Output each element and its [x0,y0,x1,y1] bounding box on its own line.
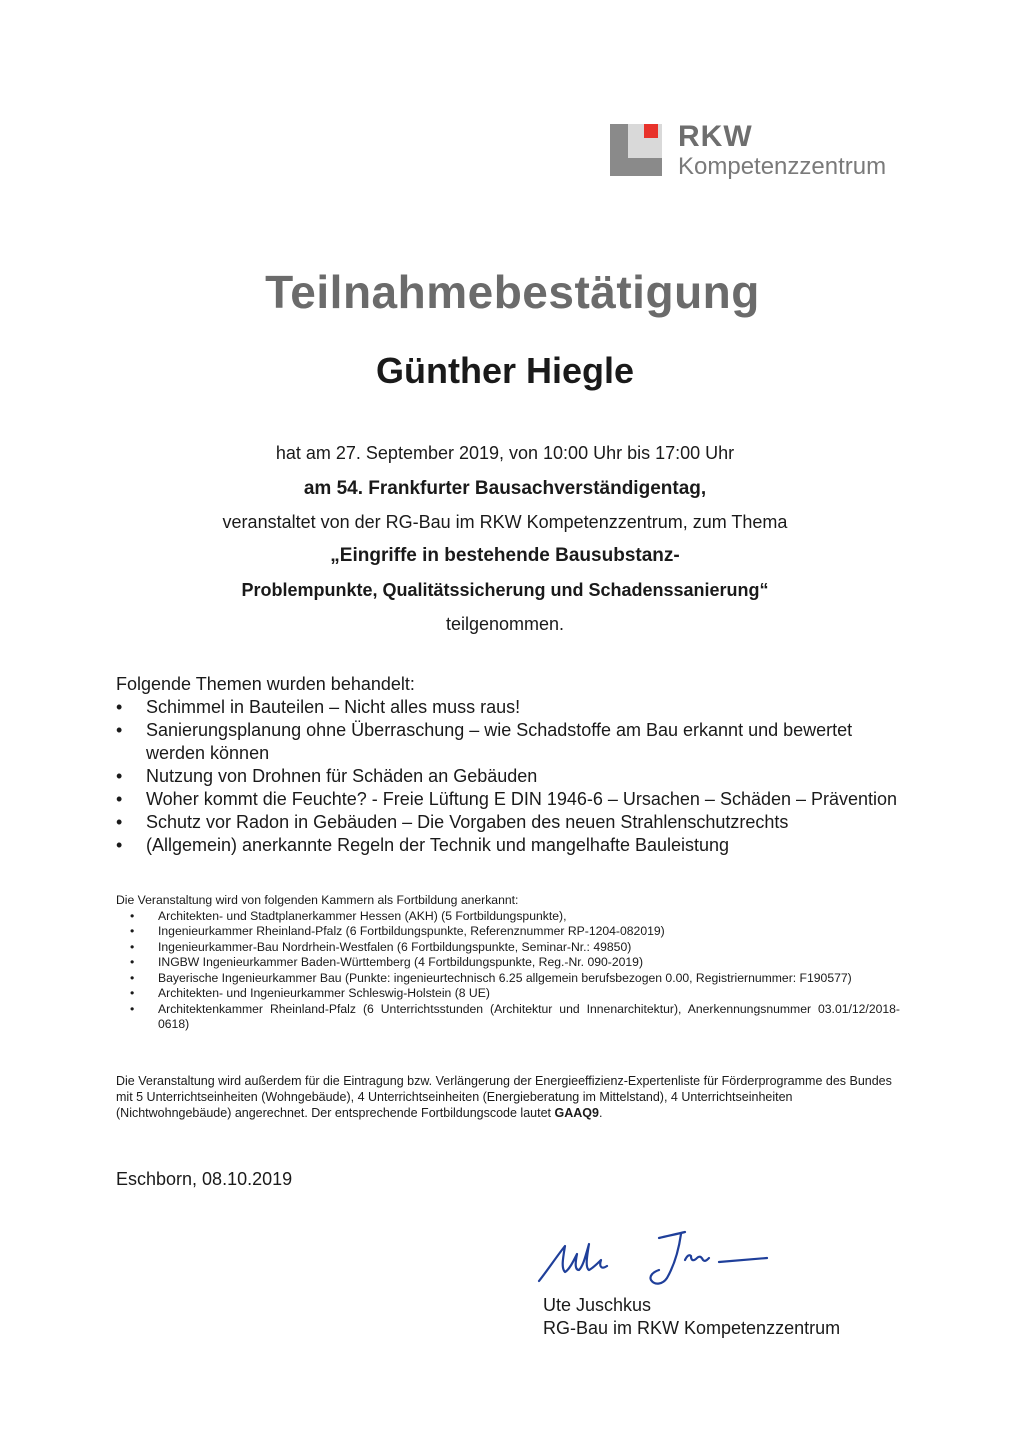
page-title: Teilnahmebestätigung [265,266,760,318]
event-date-line: hat am 27. September 2019, von 10:00 Uhr bis 17:00 Uhr [275,443,735,463]
list-item: • Ingenieurkammer-Bau Nordrhein-Westfalen (6 Fortbildungspunkte, Seminar-Nr.: 49850) [116,940,900,956]
signer-name: Ute Juschkus [543,1295,652,1315]
logo-subtitle: Kompetenzzentrum [678,153,887,180]
list-item: • Architekten- und Ingenieurkammer Schleswig-Holstein (8 UE) [116,986,900,1002]
chambers-intro: Die Veranstaltung wird von folgenden Kammern als Fortbildung anerkannt: [116,893,519,907]
list-item: • Architektenkammer Rheinland-Pfalz (6 Unterrichtsstunden (Architektur und Innenarchitektur), Anerkennungsnummer 03.01/12/2018-0618) [116,1002,900,1033]
place-date: Eschborn, 08.10.2019 [116,1169,293,1189]
list-item: • Nutzung von Drohnen für Schäden an Gebäuden [116,765,906,788]
event-topic-line-1: „Eingriffe in bestehende Bausubstanz- [330,545,680,566]
event-participated-line: teilgenommen. [445,614,565,634]
energy-end: . [598,1106,603,1120]
list-item: • Architekten- und Stadtplanerkammer Hessen (AKH) (5 Fortbildungspunkte), [116,909,900,925]
event-name-line: am 54. Frankfurter Bausachverständigentag, [303,478,707,499]
list-item: • Bayerische Ingenieurkammer Bau (Punkte: ingenieurtechnisch 6.25 allgemein berufsbezogen 0.00, Registriernummer: F190577) [116,971,900,987]
list-item: • Sanierungsplanung ohne Überraschung – wie Schadstoffe am Bau erkannt und bewertet werden können [116,719,906,765]
topics-heading: Folgende Themen wurden behandelt: [116,674,415,694]
energy-text: Die Veranstaltung wird außerdem für die Eintragung bzw. Verlängerung der Energieeffizienz-Expertenliste für Förderprogramme des Bundes mit 5 Unterrichtseinheiten (Wohngebäude), 4 Unterrichtseinheiten (Energieberatung im Mittelstand), 4 Unterrichtseinheiten (Nichtwohngebäude) angerechnet. Der entsprechende Fortbildungscode lautet [116,1074,892,1120]
chambers-section [116,893,900,1033]
signer-organization: RG-Bau im RKW Kompetenzzentrum [543,1318,841,1338]
training-code: GAAQ9 [554,1106,599,1120]
rkw-logo-mark-icon [610,124,662,176]
list-item: • Schutz vor Radon in Gebäuden – Die Vorgaben des neuen Strahlenschutzrechts [116,811,906,834]
list-item: • INGBW Ingenieurkammer Baden-Württemberg (4 Fortbildungspunkte, Reg.-Nr. 090-2019) [116,955,900,971]
participant-name: Günther Hiegle [375,350,635,391]
event-topic-line-2: Problempunkte, Qualitätssicherung und Schadenssanierung“ [241,580,769,600]
event-organizer-line: veranstaltet von der RG-Bau im RKW Kompetenzzentrum, zum Thema [222,512,788,532]
topics-section [116,673,906,857]
rkw-logo [610,120,910,184]
energy-expert-paragraph [116,1073,900,1121]
signer-block [543,1294,840,1340]
topic-list [116,696,906,857]
list-item: • (Allgemein) anerkannte Regeln der Technik und mangelhafte Bauleistung [116,834,906,857]
list-item: • Woher kommt die Feuchte? - Freie Lüftung E DIN 1946-6 – Ursachen – Schäden – Prävention [116,788,906,811]
handwritten-signature [535,1226,780,1296]
chamber-list [116,909,900,1033]
logo-brand: RKW [678,120,753,153]
list-item: • Ingenieurkammer Rheinland-Pfalz (6 Fortbildungspunkte, Referenznummer RP-1204-082019) [116,924,900,940]
list-item: • Schimmel in Bauteilen – Nicht alles muss raus! [116,696,906,719]
